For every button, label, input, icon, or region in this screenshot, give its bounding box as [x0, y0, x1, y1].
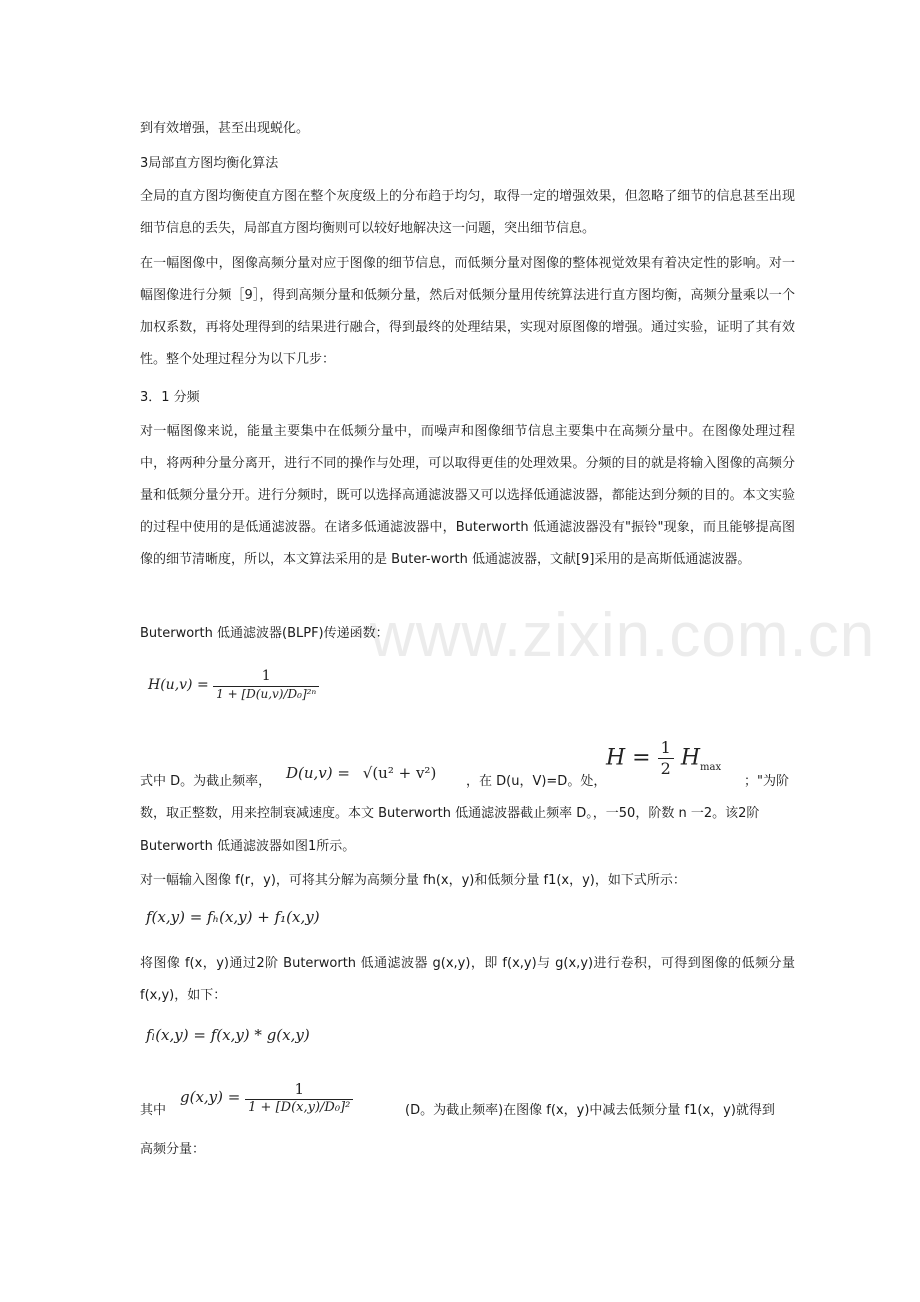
formula-half-power-fraction — [658, 738, 674, 779]
formula-blpf-fraction — [213, 668, 319, 702]
formula-gaussian-g — [180, 1080, 353, 1116]
formula-g-lhs: g(x,y) = — [180, 1088, 241, 1106]
text-where: 其中 — [140, 1103, 167, 1118]
section-heading-3: 3局部直方图均衡化算法 — [140, 156, 279, 171]
formula-blpf-lhs: H(u,v) = — [148, 676, 209, 693]
formula-convolution: fₗ(x,y) = f(x,y) * g(x,y) — [146, 1026, 310, 1044]
text-cutoff-frequency: 式中 D。为截止频率， — [140, 774, 272, 789]
text-at-point: ，在 D(u，V)=D。处， — [466, 774, 607, 789]
formula-half-power — [606, 738, 721, 779]
paragraph-continuation: 到有效增强，甚至出现蜕化。 — [140, 121, 310, 136]
formula-distance-rhs: √(u² + v²) — [362, 764, 437, 782]
text-figure-ref: Buterworth 低通滤波器如图1所示。 — [140, 839, 356, 854]
formula-distance — [286, 764, 436, 782]
formula-g-fraction — [245, 1080, 353, 1116]
text-high-freq: 高频分量： — [140, 1142, 206, 1157]
formula-half-power-numerator: 1 — [658, 738, 674, 759]
formula-blpf — [148, 668, 319, 702]
paragraph-decomposition: 对一幅输入图像 f(r，y)，可将其分解为高频分量 fh(x，y)和低频分量 f1(x，y)，如下式所示： — [140, 873, 686, 888]
watermark: www.zixin.com.cn — [370, 601, 876, 670]
formula-half-power-denominator: 2 — [660, 759, 671, 778]
formula-blpf-denominator: 1 + [D(u,v)/D₀]²ⁿ — [216, 686, 317, 701]
formula-decomposition: f(x,y) = fₕ(x,y) + f₁(x,y) — [146, 908, 320, 926]
text-subtract-low: (D。为截止频率)在图像 f(x，y)中减去低频分量 f1(x，y)就得到 — [405, 1103, 775, 1118]
formula-half-power-rhs: H — [680, 745, 700, 771]
paragraph-frequency-split: 在一幅图像中，图像高频分量对应于图像的细节信息，而低频分量对图像的整体视觉效果有着决定性的影响。对一幅图像进行分频［9］，得到高频分量和低频分量，然后对低频分量用传统算法进行直方图均衡，高频分量乘以一个加权系数，再将处理得到的结果进行融合，得到最终的处理结果，实现对原图像的增强。通过实验，证明了其有效性。整个处理过程分为以下几步： — [140, 256, 795, 367]
formula-half-power-lhs: H = — [606, 745, 651, 771]
formula-blpf-numerator: 1 — [213, 668, 319, 687]
text-order: ；"为阶 — [744, 774, 789, 789]
text-order-desc: 数，取正整数，用来控制衰减速度。本文 Buterworth 低通滤波器截止频率 D。，一50，阶数 n 一2。该2阶 — [140, 806, 760, 821]
section-heading-3-1: 3．1 分频 — [140, 390, 200, 405]
formula-half-power-sub: max — [700, 761, 722, 773]
formula-distance-lhs: D(u,v) = — [286, 764, 350, 782]
paragraph-blpf-intro: Buterworth 低通滤波器(BLPF)传递函数： — [140, 626, 389, 641]
formula-g-denominator: 1 + [D(x,y)/D₀]² — [248, 1099, 351, 1115]
paragraph-butterworth: 对一幅图像来说，能量主要集中在低频分量中，而噪声和图像细节信息主要集中在高频分量中。在图像处理过程中，将两种分量分离开，进行不同的操作与处理，可以取得更佳的处理效果。分频的目的就是将输入图像的高频分量和低频分量分开。进行分频时，既可以选择高通滤波器又可以选择低通滤波器，都能达到分频的目的。本文实验的过程中使用的是低通滤波器。在诸多低通滤波器中，Buterworth 低通滤波器没有"振铃"现象，而且能够提高图像的细节清晰度，所以，本文算法采用的是 Buter-worth 低通滤波器，文献[9]采用的是高斯低通滤波器。 — [140, 424, 795, 567]
paragraph-convolution: 将图像 f(x，y)通过2阶 Buterworth 低通滤波器 g(x,y)，即 f(x,y)与 g(x,y)进行卷积，可得到图像的低频分量 f(x,y)，如下： — [140, 956, 795, 1003]
paragraph-global-he: 全局的直方图均衡使直方图在整个灰度级上的分布趋于均匀，取得一定的增强效果，但忽略了细节的信息甚至出现细节信息的丢失，局部直方图均衡则可以较好地解决这一问题，突出细节信息。 — [140, 189, 795, 236]
formula-g-numerator: 1 — [245, 1080, 353, 1100]
